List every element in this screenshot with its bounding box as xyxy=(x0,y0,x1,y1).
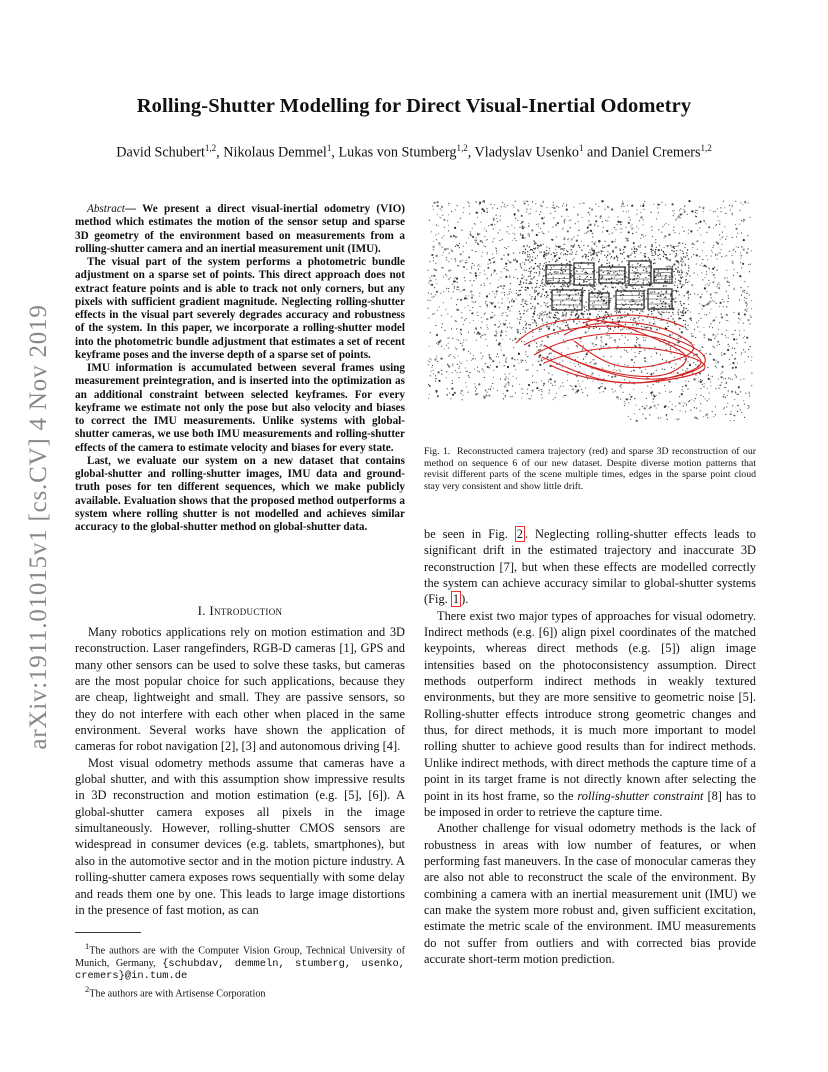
footnote-rule xyxy=(75,932,141,933)
author-list: David Schubert$^{1,2}$, Nikolaus Demmel$^1$, Lukas von Stumberg$^{1,2}$, Vladyslav Usenko$^1$ and Daniel Cremers$^{1,2}$ xyxy=(116,143,712,161)
author-name: Vladyslav Usenko xyxy=(474,144,579,161)
author-affiliation: 1,2 xyxy=(456,143,468,153)
abstract-p3: IMU information is accumulated between several frames using measurement preintegration, and is inserted into the optimization as an additional constraint between selected keyframes. For every keyframe we estimate not only the pose but also velocity and biases to correct the IMU measurements. Unlike systems with global-shutter cameras, we use both IMU measurements and rolling-shutter effects of the camera to estimate velocity and biases for every state. xyxy=(75,362,405,454)
paper-title: Rolling-Shutter Modelling for Direct Visual-Inertial Odometry xyxy=(136,95,692,117)
introduction-body xyxy=(75,624,405,918)
right-column-body xyxy=(424,526,756,967)
abstract xyxy=(75,203,405,534)
footnote-1: The authors are with the Computer Vision Group, Technical University of Munich, Germany, xyxy=(75,945,405,969)
arxiv-id: arXiv:1911.01015v1 [cs.CV] 4 Nov 2019 xyxy=(25,304,52,750)
figure-1-caption xyxy=(424,446,756,492)
author-name: Lukas von Stumberg xyxy=(338,144,457,161)
right-p1: There exist two major types of approaches for visual odometry. Indirect methods (e.g. [6]) align pixel coordinates of the matched keypoints, whereas direct methods (e.g. [5]) align image intensities based on the photoconsistency assumption. Direct methods outperform indirect methods in weakly textured environments, but they are more sensitive to geometric noise [5]. Rolling-shutter effects introduce strong geometric changes and thus, for direct methods, it is much more important to model rolling shutter to achieve good results than for indirect methods. Unlike indirect methods, with direct methods the capture time of a point in its target frame is not directly known after selecting the point in its host frame, so the rolling-shutter constraint [8] has to be imposed in order to retrieve the capture time. xyxy=(424,608,756,819)
author-affiliation: 1,2 xyxy=(700,143,712,153)
section-heading-introduction: I. Introduction xyxy=(197,603,283,618)
figure-caption-text: Reconstructed camera trajectory (red) and sparse 3D reconstruction of our method on sequence 6 of our new dataset. Despite diverse motion patterns that revisit different parts of the scene multiple times, edges in the sparse point cloud stay very consistent and show little drift. xyxy=(424,446,756,492)
point-cloud-image xyxy=(424,195,756,427)
right-p0: be seen in Fig. 2 . Neglecting rolling-shutter effects leads to significant drift in the estimated trajectory and inaccurate 3D reconstruction [7], but when these effects are modelled correctly the system can achieve accuracy similar to global-shutter systems (Fig. 1 ). xyxy=(424,527,756,607)
right-p2: Another challenge for visual odometry methods is the lack of robustness in areas with low number of features, or when performing fast maneuvers. In the case of monocular cameras they are also not able to reconstruct the scale of the environment. By combining a camera with an inertial measurement unit (IMU) we can make the system more robust and, given sufficient excitation, estimate the metric scale of the environment. IMU measurements do not suffer from outliers and with corrected bias provide accurate short-term motion prediction. xyxy=(424,821,756,966)
arxiv-sidebar xyxy=(20,292,56,762)
author-affiliation: 1,2 xyxy=(204,143,217,153)
fig-2-link[interactable]: 2 xyxy=(516,527,523,541)
author-name: David Schubert xyxy=(116,144,205,161)
abstract-p1: — We present a direct visual-inertial odometry (VIO) method which estimates the motion of the sensor setup and sparse 3D geometry of the environment based on measurements from a rolling-shutter camera and an inertial measurement unit (IMU). xyxy=(75,203,405,255)
figure-1-point-cloud xyxy=(424,195,756,427)
author-name: Nikolaus Demmel xyxy=(223,144,327,161)
figure-caption-label: Fig. 1. xyxy=(424,446,451,457)
author-affiliation: 1 xyxy=(326,143,332,153)
footnotes: $^1$The authors are with the Computer Vision Group, Technical University of Munich, Germany, {schubdav, demmeln, stumberg, usenko, cremers}@in.tum.de $^2$The authors are with Artisense Corporation xyxy=(75,941,405,999)
fig-1-link[interactable]: 1 xyxy=(452,592,460,607)
abstract-p4: Last, we evaluate our system on a new dataset that contains global-shutter and rolling-shutter images, IMU data and ground-truth poses for ten different sequences, which we make publicly available. Evaluation shows that the proposed method outperforms a system where rolling shutter is not modelled and achieves similar accuracy to the global-shutter method on global-shutter data. xyxy=(75,454,405,533)
author-affiliation: 1 xyxy=(578,143,584,153)
abstract-p2: The visual part of the system performs a photometric bundle adjustment on a sparse set of points. This direct approach does not extract feature points and is able to track not only corners, but any pixels with sufficient gradient magnitude. Neglecting rolling-shutter effects in the visual part severely degrades accuracy and robustness of the system. In this paper, we incorporate a rolling-shutter model into the photometric bundle adjustment that estimates a set of recent keyframe poses and the inverse depth of a sparse set of points. xyxy=(75,256,405,361)
footnote-emails: {schubdav, demmeln, stumberg, usenko, cremers}@in.tum.de xyxy=(75,957,405,983)
intro-p1: Many robotics applications rely on motion estimation and 3D reconstruction. Laser rangefinders, RGB-D cameras [1], GPS and many other sensors can be used to solve these tasks, but cameras are the most popular choice for such applications, because they are cheap, lightweight and small. They are passive sensors, so they do not interfere with each other when placed in the same environment. Several works have shown the application of cameras for robot navigation [2], [3] and autonomous driving [4]. xyxy=(75,625,405,754)
footnote-2: The authors are with Artisense Corporation xyxy=(89,988,266,999)
abstract-label: Abstract xyxy=(87,203,125,215)
author-name: Daniel Cremers xyxy=(611,144,701,161)
intro-p2: Most visual odometry methods assume that cameras have a global shutter, and with this assumption show impressive results in 3D reconstruction and motion estimation (e.g. [5], [6]). A global-shutter camera exposes all pixels in the image simultaneously. However, rolling-shutter CMOS sensors are widespread in consumer devices (e.g. tablets, smartphones), but also in the automotive sector and in the motion picture industry. A rolling-shutter camera exposes rows sequentially with some delay and reads them one by one. This leads to large image distortions in the presence of fast motion, as can xyxy=(75,755,405,917)
